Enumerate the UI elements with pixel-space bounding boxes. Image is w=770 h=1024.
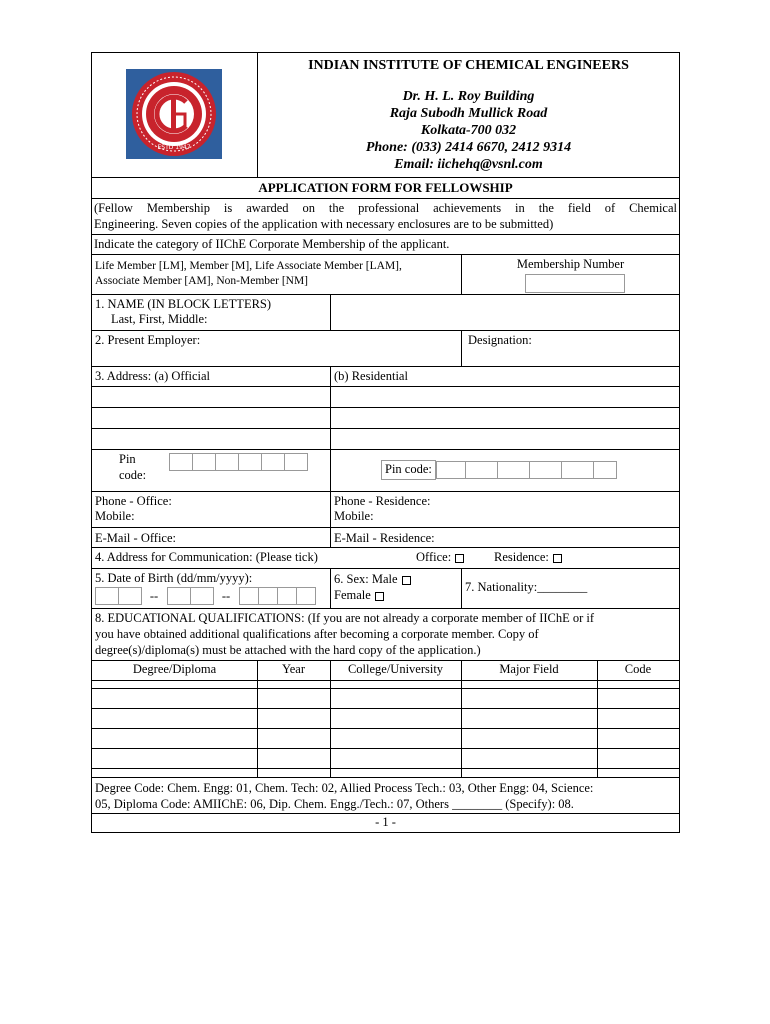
name-input[interactable] bbox=[330, 295, 679, 330]
official-pin-label bbox=[119, 451, 146, 483]
phone-row bbox=[92, 491, 679, 527]
name-row bbox=[92, 294, 679, 330]
category-prompt: Indicate the category of IIChE Corporate Membership of the applicant. bbox=[92, 234, 679, 254]
address-official-label: 3. Address: (a) Official bbox=[95, 369, 211, 383]
nationality-field[interactable] bbox=[461, 569, 679, 608]
education-line: degree(s)/diploma(s) must be attached with the hard copy of the application.) bbox=[95, 643, 481, 657]
dob-boxes[interactable] bbox=[95, 587, 327, 605]
table-header-degree: Degree/Diploma bbox=[132, 662, 217, 676]
dob-sep: -- bbox=[149, 588, 159, 603]
email-residence-field[interactable] bbox=[330, 528, 679, 547]
communication-row bbox=[92, 547, 679, 568]
org-info-cell bbox=[257, 53, 679, 177]
sex-male-option[interactable] bbox=[334, 571, 458, 587]
email-residence-label: E-Mail - Residence: bbox=[334, 531, 435, 545]
category-row bbox=[92, 254, 679, 294]
fellowship-application-form bbox=[91, 52, 680, 833]
dob-sep: -- bbox=[221, 588, 231, 603]
address-residential-label: (b) Residential bbox=[334, 369, 408, 383]
sex-female-option[interactable] bbox=[334, 587, 458, 603]
office-checkbox[interactable] bbox=[455, 554, 464, 563]
residential-pin-label: Pin code: bbox=[381, 460, 436, 480]
logo-estd: ESTD 1947 bbox=[157, 144, 191, 151]
male-checkbox[interactable] bbox=[402, 576, 411, 585]
pin-label-line: Pin bbox=[119, 452, 136, 466]
mobile-label: Mobile: bbox=[95, 509, 135, 523]
employer-row bbox=[92, 330, 679, 366]
sex-male-label: 6. Sex: Male bbox=[334, 572, 398, 586]
education-table bbox=[92, 660, 679, 777]
address-line: Dr. H. L. Roy Building bbox=[402, 89, 535, 104]
name-label-line: Last, First, Middle: bbox=[111, 312, 208, 326]
residence-checkbox[interactable] bbox=[553, 554, 562, 563]
table-header-college: College/University bbox=[347, 662, 444, 676]
name-label bbox=[92, 295, 330, 330]
designation-label: Designation: bbox=[468, 333, 532, 347]
membership-number-input[interactable] bbox=[525, 274, 625, 293]
table-row[interactable] bbox=[92, 709, 679, 728]
degree-code-line: 05, Diploma Code: AMIIChE: 06, Dip. Chem. Engg./Tech.: 07, Others ________ (Specify): 08. bbox=[95, 797, 574, 811]
address-line: Phone: (033) 2414 6670, 2412 9314 bbox=[365, 140, 572, 155]
official-pin-boxes[interactable] bbox=[169, 453, 307, 471]
logo-cell bbox=[92, 53, 257, 177]
phone-office-label: Phone - Office: bbox=[95, 494, 172, 508]
office-phone-field[interactable] bbox=[92, 492, 330, 527]
mobile-label: Mobile: bbox=[334, 509, 374, 523]
intro-line: (Fellow Membership is awarded on the professional achievements in the field of Chemical bbox=[94, 201, 677, 215]
email-office-field[interactable] bbox=[92, 528, 330, 547]
table-header-year: Year bbox=[281, 662, 306, 676]
address-line: Kolkata-700 032 bbox=[420, 123, 517, 138]
designation-field[interactable] bbox=[461, 331, 679, 366]
residence-phone-field[interactable] bbox=[330, 492, 679, 527]
membership-number-label: Membership Number bbox=[516, 257, 625, 271]
residential-pin-boxes[interactable] bbox=[436, 462, 616, 476]
employer-field[interactable] bbox=[92, 331, 461, 366]
comm-office-label: Office: bbox=[416, 550, 452, 564]
official-address-input[interactable] bbox=[92, 388, 330, 448]
education-line: 8. EDUCATIONAL QUALIFICATIONS: (If you are not already a corporate member of IIChE or if bbox=[95, 611, 595, 625]
category-options bbox=[92, 255, 461, 294]
pin-label-line: code: bbox=[119, 468, 147, 482]
table-row[interactable] bbox=[92, 689, 679, 708]
header-row bbox=[92, 53, 679, 177]
iiche-logo bbox=[126, 69, 222, 159]
dob-label: 5. Date of Birth (dd/mm/yyyy): bbox=[95, 571, 253, 585]
membership-number-cell bbox=[461, 255, 679, 294]
nationality-label: 7. Nationality:________ bbox=[465, 580, 588, 594]
phone-residence-label: Phone - Residence: bbox=[334, 494, 431, 508]
residential-pin-field bbox=[381, 460, 616, 480]
org-address bbox=[261, 88, 676, 173]
comm-office-option[interactable] bbox=[416, 548, 464, 566]
sex-field bbox=[330, 569, 461, 608]
sex-female-label: Female bbox=[334, 588, 371, 602]
education-line: you have obtained additional qualifications after becoming a corporate member. Copy of bbox=[95, 627, 539, 641]
intro-line: Engineering. Seven copies of the application with necessary enclosures are to be submitted) bbox=[94, 217, 554, 231]
degree-codes bbox=[92, 777, 679, 813]
comm-residence-label: Residence: bbox=[494, 550, 549, 564]
table-row[interactable] bbox=[92, 729, 679, 748]
address-line: Raja Subodh Mullick Road bbox=[389, 106, 548, 121]
category-line: Associate Member [AM], Non-Member [NM] bbox=[95, 275, 309, 287]
email-row bbox=[92, 527, 679, 547]
table-header-major: Major Field bbox=[499, 662, 559, 676]
dob-field bbox=[92, 569, 330, 608]
residential-address-input[interactable] bbox=[331, 388, 679, 448]
address-line: Email: iichehq@vsnl.com bbox=[394, 157, 543, 172]
employer-label: 2. Present Employer: bbox=[95, 333, 201, 347]
email-office-label: E-Mail - Office: bbox=[95, 531, 176, 545]
table-row[interactable] bbox=[92, 749, 679, 768]
comm-address-label: 4. Address for Communication: (Please tick) bbox=[95, 550, 318, 564]
dob-sex-nationality-row bbox=[92, 568, 679, 608]
form-title: APPLICATION FORM FOR FELLOWSHIP bbox=[92, 177, 679, 198]
org-name: INDIAN INSTITUTE OF CHEMICAL ENGINEERS bbox=[308, 58, 629, 73]
education-intro bbox=[92, 608, 679, 660]
table-header-code: Code bbox=[624, 662, 652, 676]
name-label-line: 1. NAME (IN BLOCK LETTERS) bbox=[95, 297, 272, 311]
intro-text bbox=[92, 198, 679, 234]
address-block bbox=[92, 366, 679, 491]
category-line: Life Member [LM], Member [M], Life Associate Member [LAM], bbox=[95, 260, 402, 272]
female-checkbox[interactable] bbox=[375, 592, 384, 601]
comm-residence-option[interactable] bbox=[494, 548, 562, 566]
page-number: - 1 - bbox=[92, 813, 679, 832]
degree-code-line: Degree Code: Chem. Engg: 01, Chem. Tech: 02, Allied Process Tech.: 03, Other Engg: 04, Science: bbox=[95, 781, 594, 795]
